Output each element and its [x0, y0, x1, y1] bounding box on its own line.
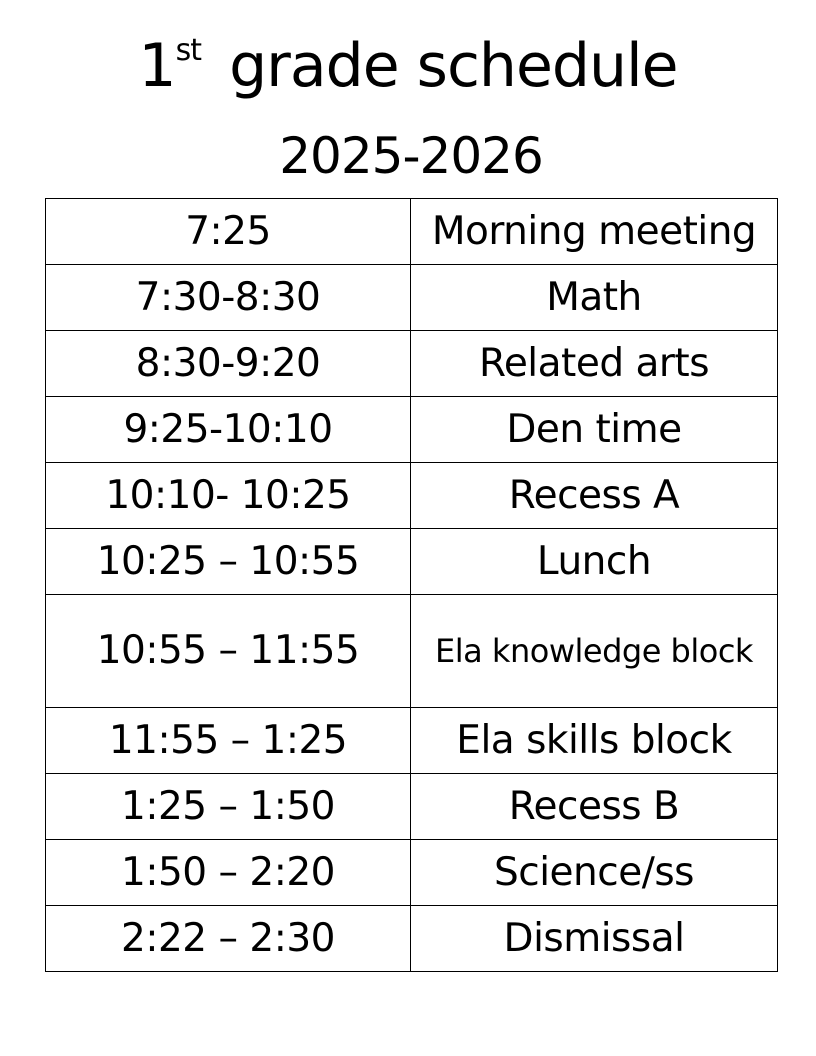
time-cell: 11:55 – 1:25 [46, 708, 411, 774]
time-cell: 7:30-8:30 [46, 265, 411, 331]
title-superscript: st [175, 33, 202, 68]
school-year: 2025-2026 [279, 127, 543, 185]
time-cell: 8:30-9:20 [46, 331, 411, 397]
time-cell: 7:25 [46, 199, 411, 265]
activity-cell: Den time [411, 397, 778, 463]
time-cell: 2:22 – 2:30 [46, 906, 411, 972]
page-title [0, 28, 816, 104]
schedule-table [45, 198, 778, 972]
table-row [46, 265, 778, 331]
table-row [46, 331, 778, 397]
activity-cell: Science/ss [411, 840, 778, 906]
activity-cell: Recess A [411, 463, 778, 529]
table-row [46, 529, 778, 595]
title-text: grade schedule [211, 31, 678, 101]
time-cell: 10:25 – 10:55 [46, 529, 411, 595]
time-cell: 10:55 – 11:55 [46, 595, 411, 708]
activity-cell: Related arts [411, 331, 778, 397]
table-row [46, 840, 778, 906]
activity-cell: Math [411, 265, 778, 331]
table-row [46, 463, 778, 529]
table-row [46, 199, 778, 265]
activity-cell: Ela skills block [411, 708, 778, 774]
time-cell: 1:25 – 1:50 [46, 774, 411, 840]
activity-cell: Recess B [411, 774, 778, 840]
table-row [46, 774, 778, 840]
time-cell: 10:10- 10:25 [46, 463, 411, 529]
activity-cell: Morning meeting [411, 199, 778, 265]
title-number: 1 [138, 31, 176, 101]
time-cell: 9:25-10:10 [46, 397, 411, 463]
table-row [46, 708, 778, 774]
activity-cell: Ela knowledge block [411, 595, 778, 708]
table-row [46, 906, 778, 972]
time-cell: 1:50 – 2:20 [46, 840, 411, 906]
activity-cell: Dismissal [411, 906, 778, 972]
activity-cell: Lunch [411, 529, 778, 595]
table-row [46, 595, 778, 708]
table-row [46, 397, 778, 463]
